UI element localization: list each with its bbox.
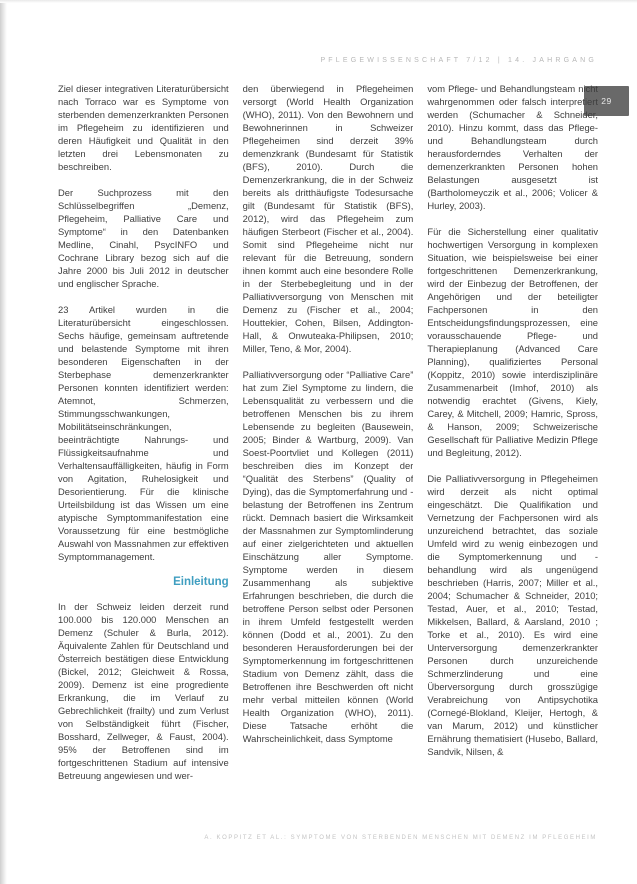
paragraph: Der Suchprozess mit den Schlüsselbegriffen „Demenz, Pflegeheim, Palliative Care und Symptome“ in den Datenbanken Medline, Cinahl, PsycINFO und Cochrane Library bezog sich auf die Jahre 2000 bis Juli 2012 in deutscher und englischer Sprache. — [58, 187, 229, 289]
paragraph: Für die Sicherstellung einer qualitativ hochwertigen Versorgung in komplexen Situation, wie beispielsweise bei einer fortgeschrittenen Demenzerkrankung, wird der Einbezug der Betroffenen, der Angehörigen und der beteiligter Fachpersonen in den Entscheidungsfindungsprozessen, eine vorausschauende Pflege- und Therapieplanung (Advanced Care Planning), qualifiziertes Personal (Koppitz, 2010) sowie interdisziplinäre Zusammenarbeit (Imhof, 2010) als notwendig erachtet (Givens, Kiely, Carey, & Mitchell, 2009; Hamric, Spross, & Hanson, 2009; Schweizerische Gesellschaft für Palliative Medizin Pflege und Begleitung, 2012). — [427, 226, 599, 458]
paragraph: In der Schweiz leiden derzeit rund 100.000 bis 120.000 Menschen an Demenz (Schuler & Burla, 2012). Äquivalente Zahlen für Deutschland und Österreich bestätigen diese Entwicklung (Bickel, 2012; Gleichweit & Rossa, 2009). Demenz ist eine progrediente Erkrankung, die im Verlauf zu Gebrechlichkeit (frailty) und zum Verlust von Selbständigkeit führt (Fischer, Bosshard, Zellweger, & Faust, 2004). 95% der Betroffenen sind im fortgeschrittenen Stadium auf intensive Betreuung angewiesen und wer- — [58, 601, 229, 781]
journal-header: PFLEGEWISSENSCHAFT 7/12 | 14. JAHRGANG — [320, 57, 597, 64]
paragraph: Die Palliativversorgung in Pflegeheimen wird derzeit als nicht optimal eingeschätzt. Die Qualifikation und Vernetzung der Fachpersonen wird als unzureichend betrachtet, das soziale Umfeld wird zu wenig einbezogen und die Symptomerkennung und -behandlung wird als ungenügend beschrieben (Harris, 2007; Miller et al., 2004; Schumacher & Schneider, 2010; Testad, Auer, et al., 2010; Testad, Mikkelsen, Ballard, & Aarsland, 2010 ; Torke et al., 2010). Es wird eine Unterversorgung demenzerkrankter Personen durch unzureichende Schmerzlinderung und eine Überversorgung durch grosszügige Verabreichung von Antipsychotika (Cornegé-Blokland, Kleijer, Hertogh, & van Marum, 2012) und künstlicher Ernährung thematisiert (Husebo, Ballard, Sandvik, Nilsen, & — [427, 473, 599, 757]
paragraph: vom Pflege- und Behandlungsteam nicht wahrgenommen oder falsch interpretiert werden (Schumacher & Schneider, 2010). Hinzu kommt, dass das Pflege- und Behandlungsteam durch herausforderndes Verhalten der demenzerkrankten Personen hohen Belastungen ausgesetzt ist (Bartholomeyczik et al., 2006; Volicer & Hurley, 2003). — [427, 83, 599, 211]
column-left — [58, 82, 229, 828]
paragraph: 23 Artikel wurden in die Literaturübersicht eingeschlossen. Sechs häufige, gemeinsam auftretende und belastende Symptome mit ihren besonderen Eigenschaften in der Sterbephase demenzerkrankter Personen konnten identifiziert werden: Atemnot, Schmerzen, Stimmungsschwankungen, Mobilitätseinschränkungen, beeinträchtigte Nahrungs- und Flüssigkeitsaufnahme und Verhaltensauffälligkeiten, häufig in Form von Agitation, Ruhelosigkeit und Desorientierung. Für die klinische Urteilsbildung ist das Wissen um eine atypische Symptommanifestation eine Voraussetzung für eine bestmögliche Auswahl von Massnahmen zur effektiven Symptommanagement. — [58, 304, 229, 562]
column-right — [427, 82, 598, 828]
paragraph: Palliativversorgung oder “Palliative Care” hat zum Ziel Symptome zu lindern, die Lebensqualität zu verbessern und die betroffenen Menschen bis zu ihrem Lebensende zu begleiten (Bausewein, 2005; Binder & Wartburg, 2009). Van Soest-Poortvliet und Kollegen (2011) beschreiben dies im Konzept der “Qualität des Sterbens” (Quality of Dying), das die Symptomerfahrung und -belastung der Betroffenen ins Zentrum rückt. Demnach basiert die Wirksamkeit der Massnahmen zur Symptomlinderung auf einer zielgerichteten und aktuellen Einschätzung aller Symptome. Symptome werden in diesem Zusammenhang als subjektive Erfahrungen beschrieben, die durch die betroffene Person selbst oder Personen in ihrem Umfeld festgestellt werden können (Dodd et al., 2001). Zu den besonderen Herausforderungen bei der Symptomerkennung im fortgeschrittenen Stadium von Demenz zählt, dass die Betroffenen ihre Beschwerden oft nicht mehr verbal mitteilen können (World Health Organization (WHO), 2011). Diese Tatsache erhöht die Wahrscheinlichkeit, dass Symptome — [242, 369, 414, 744]
page-left-edge — [0, 0, 7, 884]
section-heading: Einleitung — [173, 576, 229, 588]
article-columns — [58, 82, 598, 828]
page-top-edge — [0, 0, 637, 3]
page-number: 29 — [601, 96, 612, 106]
running-footer: A. KOPPITZ ET AL.: SYMPTOME VON STERBENDEN MENSCHEN MIT DEMENZ IM PFLEGEHEIM — [204, 835, 597, 841]
paragraph: den überwiegend in Pflegeheimen versorgt (World Health Organization (WHO), 2011). Von den Bewohnern und Bewohnerinnen in Schweizer Pflegeheimen sind derzeit 39% demenzkrank (Bundesamt für Statistik (BFS), 2010). Durch die Demenzerkrankung, die in der Schweiz bereits als dritthäufigste Todesursache gilt (Bundesamt für Statistik (BFS), 2012), wird das Pflegeheim zum häufigen Sterbeort (Fischer et al., 2004). Somit sind Pflegeheime nicht nur relevant für die Betreuung, sondern ihnen kommt auch eine besondere Rolle in der Sterbebegleitung und in der Palliativversorgung von Menschen mit Demenz zu (Fischer et al., 2004; Houttekier, Cohen, Bilsen, Addington-Hall, & Onwuteaka-Philipsen, 2010; Miller, Teno, & Mor, 2004). — [242, 83, 414, 354]
column-middle — [243, 82, 414, 828]
paragraph: Ziel dieser integrativen Literaturübersicht nach Torraco war es Symptome von sterbenden demenzerkrankten Personen im Pflegeheim zu identifizieren und deren Häufigkeit und Qualität in den letzten drei Lebensmonaten zu beschreiben. — [58, 83, 229, 172]
